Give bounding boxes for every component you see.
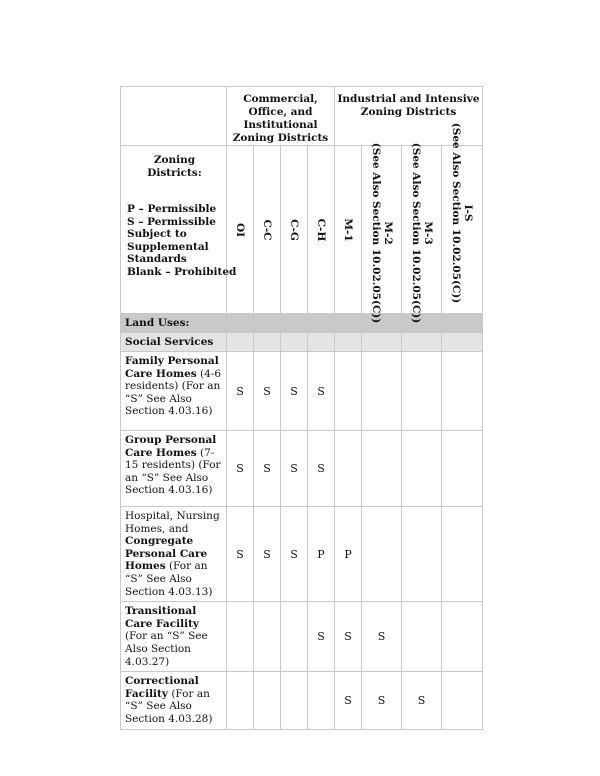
- permission-cell: [281, 672, 308, 729]
- permission-cell: [281, 602, 308, 672]
- district-header-m3: [402, 142, 442, 324]
- land-use-prefix: Hospital, Nursing Homes, and: [125, 510, 220, 535]
- district-header-cc: [254, 146, 281, 314]
- permission-cell: [402, 352, 442, 431]
- legend-line: P – Permissible: [127, 203, 217, 215]
- district-code: C-C: [261, 218, 273, 241]
- permission-cell: [362, 431, 402, 507]
- land-use-name: Group Personal Care Homes: [125, 434, 217, 459]
- permission-cell: P: [335, 507, 362, 602]
- land-use-row: [121, 602, 483, 672]
- land-use-description: [121, 602, 227, 672]
- permission-cell: [362, 352, 402, 431]
- permission-cell: [335, 352, 362, 431]
- permission-cell: P: [308, 507, 335, 602]
- permission-cell: [362, 507, 402, 602]
- legend-line: Blank – Prohibited: [127, 265, 237, 278]
- district-note: (See Also Section 10.02.05(C)): [409, 142, 422, 324]
- permission-cell: [402, 602, 442, 672]
- permission-cell: S: [335, 672, 362, 729]
- permission-cell: [227, 602, 254, 672]
- permission-cell: S: [227, 352, 254, 431]
- land-use-name: Transitional Care Facility: [125, 605, 200, 630]
- permission-cell: [442, 431, 483, 507]
- land-use-description: [121, 352, 227, 431]
- permission-cell: S: [281, 507, 308, 602]
- permission-cell: S: [254, 352, 281, 431]
- permission-cell: [335, 431, 362, 507]
- permission-cell: [254, 672, 281, 729]
- permission-cell: [442, 672, 483, 729]
- land-use-note: (For an “S” See Also Section 4.03.13): [125, 560, 213, 598]
- group-industrial: Industrial and Intensive Zoning Districts: [335, 87, 483, 146]
- legend-title: Zoning Districts:: [147, 154, 202, 179]
- legend-cell: [121, 146, 237, 314]
- permission-cell: S: [362, 672, 402, 729]
- legend-line: Standards: [127, 253, 187, 265]
- section-label: Social Services: [121, 333, 227, 352]
- land-use-note: (7-15 residents) (For an “S” See Also Section 4.03.16): [125, 446, 221, 497]
- district-header-oi: [227, 146, 254, 314]
- permission-cell: S: [362, 602, 402, 672]
- permission-cell: S: [281, 352, 308, 431]
- land-use-row: [121, 431, 483, 507]
- group-commercial: Commercial, Office, and Institutional Zoning Districts: [227, 87, 335, 146]
- district-header-cg: [281, 146, 308, 314]
- land-use-note: (4-6 residents) (For an “S” See Also Section 4.03.16): [125, 367, 221, 418]
- land-use-row: [121, 672, 483, 729]
- district-code: M-1: [342, 217, 355, 242]
- land-use-name: Correctional Facility: [125, 675, 199, 700]
- district-code: OI: [234, 222, 246, 237]
- land-use-description: [121, 507, 227, 602]
- district-note: (See Also Section 10.02.05(C)): [450, 122, 463, 304]
- land-use-description: [121, 431, 227, 507]
- section-row-social: [121, 333, 483, 352]
- district-code: I-S: [462, 204, 475, 222]
- land-use-row: [121, 352, 483, 431]
- district-code: C-H: [315, 218, 327, 241]
- district-header-ch: [308, 146, 335, 314]
- permission-cell: S: [335, 602, 362, 672]
- permission-cell: [442, 352, 483, 431]
- zoning-table: [120, 86, 483, 730]
- district-code: M-2: [381, 221, 394, 245]
- land-use-row: [121, 507, 483, 602]
- permission-cell: S: [281, 431, 308, 507]
- permission-cell: S: [254, 431, 281, 507]
- permission-cell: [227, 672, 254, 729]
- permission-cell: S: [254, 507, 281, 602]
- land-use-note: (For an “S” See Also Section 4.03.27): [125, 630, 208, 668]
- legend-line: S – Permissible: [127, 215, 216, 228]
- district-header-m2: [362, 142, 402, 324]
- permission-cell: S: [227, 507, 254, 602]
- permission-cell: S: [227, 431, 254, 507]
- permission-cell: S: [308, 431, 335, 507]
- land-use-note: (For an “S” See Also Section 4.03.28): [125, 687, 213, 725]
- permission-cell: S: [308, 602, 335, 672]
- permission-cell: [308, 672, 335, 729]
- district-note: (See Also Section 10.02.05(C)): [369, 142, 382, 324]
- section-label: Land Uses:: [121, 314, 227, 333]
- corner-cell: [121, 87, 227, 146]
- legend-line: Supplemental: [127, 240, 209, 253]
- district-code: C-G: [288, 218, 300, 241]
- land-use-name: Family Personal Care Homes: [125, 355, 219, 380]
- permission-cell: S: [308, 352, 335, 431]
- district-header-is: [442, 122, 483, 314]
- permission-cell: S: [402, 672, 442, 729]
- district-code: M-3: [421, 221, 434, 245]
- permission-cell: [442, 602, 483, 672]
- land-use-name: Congregate Personal Care Homes: [125, 535, 208, 573]
- permission-cell: [402, 431, 442, 507]
- land-use-description: [121, 672, 227, 729]
- district-header-m1: [335, 146, 362, 314]
- legend-line: Subject to: [127, 228, 187, 240]
- permission-cell: [442, 507, 483, 602]
- permission-cell: [402, 507, 442, 602]
- permission-cell: [254, 602, 281, 672]
